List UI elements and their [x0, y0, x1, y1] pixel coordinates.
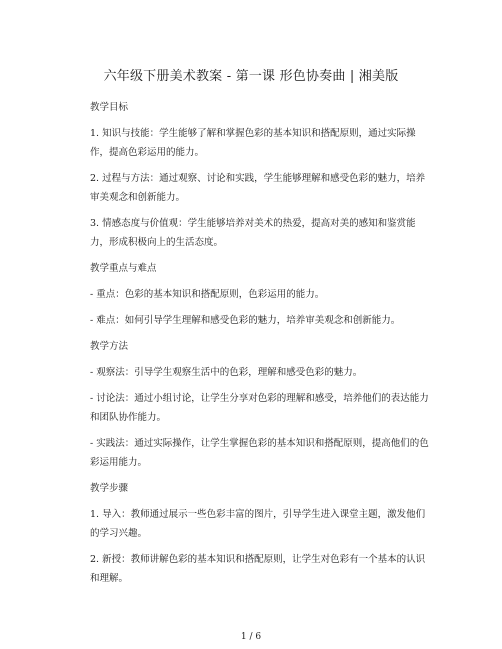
- objective-item-2: 2. 过程与方法：通过观察、讨论和实践，学生能够理解和感受色彩的魅力，培养审美观念和创新能力。: [90, 173, 426, 203]
- objective-item-1: 1. 知识与技能：学生能够了解和掌握色彩的基本知识和搭配原则，通过实际操作，提高色彩运用的能力。: [90, 128, 416, 158]
- method-item-2: - 讨论法：通过小组讨论，让学生分享对色彩的理解和感受，培养他们的表达能力和团队协作能力。: [90, 393, 429, 423]
- step-item-2: 2. 新授：教师讲解色彩的基本知识和搭配原则，让学生对色彩有一个基本的认识和理解。: [90, 554, 426, 584]
- key-point-item-2: - 难点：如何引导学生理解和感受色彩的魅力，培养审美观念和创新能力。: [90, 315, 401, 326]
- page-number: 1 / 6: [240, 632, 262, 642]
- document-body: [90, 98, 430, 595]
- section-heading-methods: 教学方法: [90, 341, 129, 352]
- objective-item-3: 3. 情感态度与价值观：学生能够培养对美术的热爱，提高对美的感知和鉴赏能力，形成积极向上的生活态度。: [90, 218, 416, 248]
- section-heading-key-points: 教学重点与难点: [90, 263, 157, 274]
- section-heading-steps: 教学步骤: [90, 483, 129, 494]
- section-heading-objectives: 教学目标: [90, 102, 129, 113]
- key-point-item-1: - 重点：色彩的基本知识和搭配原则，色彩运用的能力。: [90, 289, 325, 300]
- method-item-1: - 观察法：引导学生观察生活中的色彩，理解和感受色彩的魅力。: [90, 367, 363, 378]
- document-title: 六年级下册美术教案 - 第一课 形色协奏曲 | 湘美版: [103, 69, 399, 84]
- method-item-3: - 实践法：通过实际操作，让学生掌握色彩的基本知识和搭配原则，提高他们的色彩运用能力。: [90, 438, 429, 468]
- step-item-1: 1. 导入：教师通过展示一些色彩丰富的图片，引导学生进入课堂主题，激发他们的学习兴趣。: [90, 509, 426, 539]
